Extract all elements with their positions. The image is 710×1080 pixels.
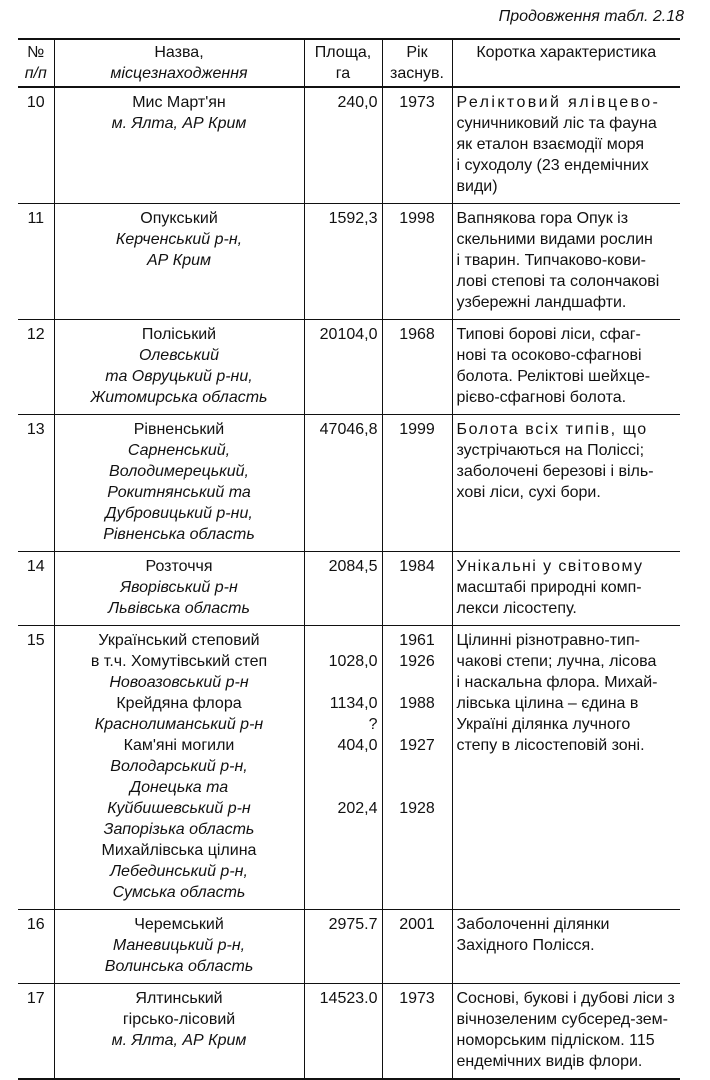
reserve-location: Куйбишевський р-н xyxy=(107,800,251,817)
reserves-table xyxy=(18,38,680,1080)
table-row xyxy=(18,552,680,626)
reserve-area: 240,0 xyxy=(304,87,382,204)
header-num: № п/п xyxy=(18,39,54,87)
reserve-name-cell xyxy=(54,87,304,204)
reserve-location: Дубровицький р-ни, xyxy=(105,505,253,522)
reserve-year: 1961 1926 1988 1927 1928 xyxy=(382,626,452,910)
reserve-location: Сарненський, xyxy=(127,442,231,459)
reserve-location: м. Ялта, АР Крим xyxy=(111,1032,247,1049)
reserve-area: 2084,5 xyxy=(304,552,382,626)
header-area: Площа, га xyxy=(304,39,382,87)
reserve-description: Вапнякова гора Опук із скельними видами рослин і тварин. Типчаково-кови- лові степові та солончакові узбережні ландшафти. xyxy=(452,204,680,320)
row-number: 17 xyxy=(26,990,45,1007)
reserve-name-cell xyxy=(54,320,304,415)
row-number: 16 xyxy=(26,916,45,933)
reserve-name: Опукський xyxy=(140,210,218,227)
reserve-name: Український степовий xyxy=(98,632,260,649)
reserve-location: Львівська область xyxy=(108,600,250,617)
reserve-location: Олевський xyxy=(139,347,219,364)
reserve-description: Болота всіх типів, що зустрічаються на Поліссі; заболочені березові і віль- хові ліси, сухі бори. xyxy=(452,415,680,552)
reserve-location: м. Ялта, АР Крим xyxy=(111,115,247,132)
reserve-location: Новоазовський р-н xyxy=(109,674,249,691)
reserve-year: 1973 xyxy=(382,984,452,1080)
reserve-name-cell xyxy=(54,626,304,910)
reserve-location: Краснолиманський р-н xyxy=(94,716,264,733)
reserve-location: Рокитнянський та xyxy=(107,484,251,501)
reserve-name: Ялтинський xyxy=(135,990,223,1007)
reserve-location: Сумська область xyxy=(112,884,246,901)
reserve-location: Маневицький р-н, xyxy=(112,937,246,954)
reserve-name: Кам'яні могили xyxy=(123,737,235,754)
reserve-year: 1998 xyxy=(382,204,452,320)
reserve-name: Крейдяна флора xyxy=(116,695,242,712)
header-name: Назва, місцезнаходження xyxy=(54,39,304,87)
reserve-name: в т.ч. Хомутівський степ xyxy=(90,653,268,670)
reserve-name: Мис Март'ян xyxy=(132,94,226,111)
reserve-name: гірсько-лісовий xyxy=(122,1011,236,1028)
reserve-description: Унікальні у світовому масштабі природні комп- лекси лісостепу. xyxy=(452,552,680,626)
table-row xyxy=(18,626,680,910)
reserve-name: Рівненський xyxy=(133,421,225,438)
reserve-name: Черемський xyxy=(134,916,224,933)
reserve-description: Заболоченні ділянки Західного Полісся. xyxy=(452,910,680,984)
reserve-year: 1999 xyxy=(382,415,452,552)
table-row xyxy=(18,320,680,415)
reserve-location: та Овруцький р-ни, xyxy=(105,368,253,385)
reserve-area: 14523.0 xyxy=(304,984,382,1080)
reserve-location: Запорізька область xyxy=(103,821,255,838)
reserve-name: Розточчя xyxy=(145,558,213,575)
table-row xyxy=(18,204,680,320)
reserve-name-cell xyxy=(54,984,304,1080)
reserve-year: 2001 xyxy=(382,910,452,984)
reserve-description: Реліктовий ялівцево- суничниковий ліс та фауна як еталон взаємодії моря і суходолу (23 ендемічних види) xyxy=(452,87,680,204)
table-row xyxy=(18,87,680,204)
reserve-description: Соснові, букові і дубові ліси з вічнозеленим субсеред-зем- номорським підліском. 115 ендемічних видів флори. xyxy=(452,984,680,1080)
row-number: 13 xyxy=(26,421,45,438)
row-number: 12 xyxy=(26,326,45,343)
reserve-name-cell xyxy=(54,415,304,552)
reserve-area: 1028,0 1134,0 ? 404,0 202,4 xyxy=(304,626,382,910)
reserve-location: Володимерецький, xyxy=(109,463,249,480)
reserve-year: 1984 xyxy=(382,552,452,626)
reserve-location: Волинська область xyxy=(104,958,254,975)
reserve-area: 2975.7 xyxy=(304,910,382,984)
row-number: 11 xyxy=(27,210,45,227)
reserve-description: Типові борові ліси, сфаг- нові та осоково-сфагнові болота. Реліктові шейхце- рієво-сфагнові болота. xyxy=(452,320,680,415)
row-number: 10 xyxy=(26,94,45,111)
reserve-location: Житомирська область xyxy=(90,389,268,406)
reserve-location: Лебединський р-н, xyxy=(110,863,248,880)
table-caption: Продовження табл. 2.18 xyxy=(498,8,684,25)
table-row xyxy=(18,415,680,552)
reserve-area: 1592,3 xyxy=(304,204,382,320)
table-header xyxy=(18,39,680,87)
reserve-location: Яворівський р-н xyxy=(120,579,238,596)
reserve-year: 1973 xyxy=(382,87,452,204)
reserve-year: 1968 xyxy=(382,320,452,415)
reserve-location: Керченський р-н, xyxy=(115,231,243,248)
header-desc: Коротка характеристика xyxy=(452,39,680,87)
table-row xyxy=(18,984,680,1080)
table-row xyxy=(18,910,680,984)
reserve-location: Донецька та xyxy=(129,779,229,796)
reserve-name: Михайлівська цілина xyxy=(101,842,257,859)
reserve-name-cell xyxy=(54,204,304,320)
reserve-area: 20104,0 xyxy=(304,320,382,415)
reserve-location: Рівненська область xyxy=(103,526,255,543)
row-number: 14 xyxy=(26,558,45,575)
reserve-description: Цілинні різнотравно-тип- чакові степи; лучна, лісова і наскальна флора. Михай- лівська цілина – єдина в Україні ділянка лучного степу в лісостеповій зоні. xyxy=(452,626,680,910)
reserve-area: 47046,8 xyxy=(304,415,382,552)
row-number: 15 xyxy=(26,632,45,649)
reserve-location: Володарський р-н, xyxy=(110,758,248,775)
reserve-name: Поліський xyxy=(141,326,217,343)
reserve-name-cell xyxy=(54,910,304,984)
reserve-name-cell xyxy=(54,552,304,626)
header-year: Рік заснув. xyxy=(382,39,452,87)
reserve-location: АР Крим xyxy=(147,252,211,269)
